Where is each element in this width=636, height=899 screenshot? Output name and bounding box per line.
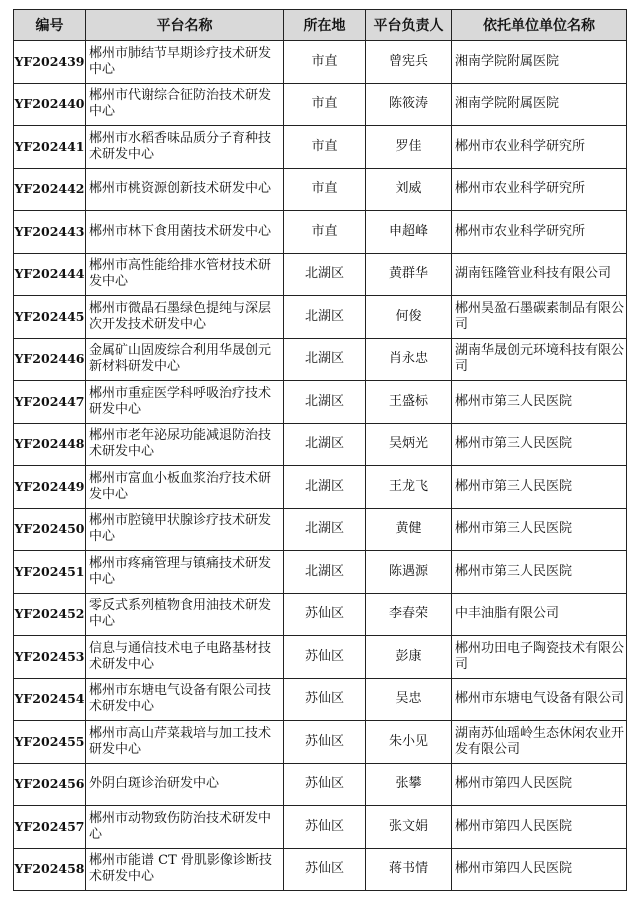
row-platform-name: 郴州市富血小板血浆治疗技术研发中心: [86, 466, 284, 509]
row-platform-name: 郴州市代谢综合征防治技术研发中心: [86, 83, 284, 126]
row-platform-head: 罗佳: [366, 126, 452, 169]
row-location: 市直: [284, 83, 366, 126]
row-code: YF202458: [14, 848, 86, 891]
table-row: [14, 806, 627, 849]
table-row: [14, 41, 627, 84]
row-code: YF202451: [14, 551, 86, 594]
row-host-unit: 郴州市第四人民医院: [452, 763, 627, 806]
platform-table: [13, 9, 627, 891]
row-host-unit: 郴州市第三人民医院: [452, 466, 627, 509]
row-platform-head: 吴忠: [366, 678, 452, 721]
row-platform-name: 外阴白斑诊治研发中心: [86, 763, 284, 806]
row-platform-head: 曾宪兵: [366, 41, 452, 84]
row-platform-name: 零反式系列植物食用油技术研发中心: [86, 593, 284, 636]
header-row: [14, 10, 627, 41]
row-location: 北湖区: [284, 296, 366, 339]
row-platform-head: 申超峰: [366, 211, 452, 254]
row-platform-name: 郴州市腔镜甲状腺诊疗技术研发中心: [86, 508, 284, 551]
row-code: YF202453: [14, 636, 86, 679]
row-location: 北湖区: [284, 551, 366, 594]
row-location: 苏仙区: [284, 763, 366, 806]
row-host-unit: 湘南学院附属医院: [452, 83, 627, 126]
row-location: 北湖区: [284, 466, 366, 509]
row-location: 苏仙区: [284, 678, 366, 721]
row-host-unit: 郴州市农业科学研究所: [452, 126, 627, 169]
row-host-unit: 郴州市第三人民医院: [452, 423, 627, 466]
row-code: YF202442: [14, 168, 86, 211]
row-platform-name: 郴州市桃资源创新技术研发中心: [86, 168, 284, 211]
row-code: YF202456: [14, 763, 86, 806]
table-row: [14, 296, 627, 339]
table-row: [14, 381, 627, 424]
row-platform-head: 王盛标: [366, 381, 452, 424]
row-host-unit: 郴州市农业科学研究所: [452, 211, 627, 254]
row-host-unit: 湖南苏仙瑶岭生态休闲农业开发有限公司: [452, 721, 627, 764]
table-row: [14, 508, 627, 551]
row-platform-name: 郴州市老年泌尿功能减退防治技术研发中心: [86, 423, 284, 466]
row-platform-name: 郴州市肺结节早期诊疗技术研发中心: [86, 41, 284, 84]
row-location: 市直: [284, 41, 366, 84]
row-code: YF202457: [14, 806, 86, 849]
row-host-unit: 湘南学院附属医院: [452, 41, 627, 84]
table-row: [14, 168, 627, 211]
table-row: [14, 466, 627, 509]
row-platform-head: 刘威: [366, 168, 452, 211]
row-code: YF202443: [14, 211, 86, 254]
row-platform-head: 陈遇源: [366, 551, 452, 594]
row-host-unit: 郴州市第三人民医院: [452, 551, 627, 594]
row-platform-name: 郴州市东塘电气设备有限公司技术研发中心: [86, 678, 284, 721]
row-platform-head: 李春荣: [366, 593, 452, 636]
row-location: 苏仙区: [284, 848, 366, 891]
row-host-unit: 郴州功田电子陶瓷技术有限公司: [452, 636, 627, 679]
row-location: 北湖区: [284, 508, 366, 551]
row-location: 北湖区: [284, 381, 366, 424]
table-row: [14, 678, 627, 721]
row-location: 苏仙区: [284, 593, 366, 636]
row-location: 苏仙区: [284, 721, 366, 764]
row-platform-name: 金属矿山固废综合利用华晟创元新材料研发中心: [86, 338, 284, 381]
row-host-unit: 湖南钰隆管业科技有限公司: [452, 253, 627, 296]
row-location: 苏仙区: [284, 806, 366, 849]
row-code: YF202449: [14, 466, 86, 509]
row-host-unit: 郴州昊盈石墨碳素制品有限公司: [452, 296, 627, 339]
row-code: YF202444: [14, 253, 86, 296]
row-platform-head: 黄健: [366, 508, 452, 551]
table-row: [14, 338, 627, 381]
table-row: [14, 551, 627, 594]
row-platform-head: 黄群华: [366, 253, 452, 296]
row-platform-name: 郴州市水稻香味品质分子育种技术研发中心: [86, 126, 284, 169]
row-code: YF202440: [14, 83, 86, 126]
row-platform-head: 肖永忠: [366, 338, 452, 381]
table-row: [14, 636, 627, 679]
row-host-unit: 中丰油脂有限公司: [452, 593, 627, 636]
row-platform-name: 郴州市林下食用菌技术研发中心: [86, 211, 284, 254]
table-row: [14, 593, 627, 636]
table-row: [14, 211, 627, 254]
row-platform-head: 王龙飞: [366, 466, 452, 509]
row-code: YF202441: [14, 126, 86, 169]
table-row: [14, 253, 627, 296]
row-location: 市直: [284, 168, 366, 211]
table-row: [14, 423, 627, 466]
row-code: YF202452: [14, 593, 86, 636]
header-code: 编号: [14, 10, 86, 41]
row-host-unit: 郴州市第三人民医院: [452, 508, 627, 551]
row-platform-head: 蒋书情: [366, 848, 452, 891]
row-code: YF202445: [14, 296, 86, 339]
row-code: YF202447: [14, 381, 86, 424]
row-code: YF202454: [14, 678, 86, 721]
row-host-unit: 湖南华晟创元环境科技有限公司: [452, 338, 627, 381]
header-platform-head: 平台负责人: [366, 10, 452, 41]
row-host-unit: 郴州市东塘电气设备有限公司: [452, 678, 627, 721]
row-code: YF202455: [14, 721, 86, 764]
row-platform-head: 张攀: [366, 763, 452, 806]
row-code: YF202439: [14, 41, 86, 84]
row-platform-name: 郴州市能谱 CT 骨肌影像诊断技术研发中心: [86, 848, 284, 891]
table-row: [14, 848, 627, 891]
table-row: [14, 126, 627, 169]
row-code: YF202448: [14, 423, 86, 466]
row-host-unit: 郴州市第四人民医院: [452, 848, 627, 891]
row-platform-head: 彭康: [366, 636, 452, 679]
row-platform-name: 郴州市微晶石墨绿色提纯与深层次开发技术研发中心: [86, 296, 284, 339]
header-platform-name: 平台名称: [86, 10, 284, 41]
row-platform-name: 郴州市高性能给排水管材技术研发中心: [86, 253, 284, 296]
row-location: 市直: [284, 126, 366, 169]
row-location: 市直: [284, 211, 366, 254]
row-platform-name: 信息与通信技术电子电路基材技术研发中心: [86, 636, 284, 679]
row-host-unit: 郴州市第三人民医院: [452, 381, 627, 424]
row-platform-name: 郴州市高山芹菜栽培与加工技术研发中心: [86, 721, 284, 764]
table-row: [14, 83, 627, 126]
row-location: 苏仙区: [284, 636, 366, 679]
row-code: YF202446: [14, 338, 86, 381]
header-host-unit: 依托单位单位名称: [452, 10, 627, 41]
row-host-unit: 郴州市农业科学研究所: [452, 168, 627, 211]
row-platform-name: 郴州市动物致伤防治技术研发中心: [86, 806, 284, 849]
table-row: [14, 763, 627, 806]
row-code: YF202450: [14, 508, 86, 551]
row-platform-name: 郴州市疼痛管理与镇痛技术研发中心: [86, 551, 284, 594]
row-platform-head: 吴炳光: [366, 423, 452, 466]
row-platform-head: 朱小见: [366, 721, 452, 764]
row-platform-head: 何俊: [366, 296, 452, 339]
row-platform-head: 陈筱涛: [366, 83, 452, 126]
row-platform-head: 张文娟: [366, 806, 452, 849]
row-location: 北湖区: [284, 423, 366, 466]
row-host-unit: 郴州市第四人民医院: [452, 806, 627, 849]
row-location: 北湖区: [284, 253, 366, 296]
row-location: 北湖区: [284, 338, 366, 381]
header-location: 所在地: [284, 10, 366, 41]
table-row: [14, 721, 627, 764]
row-platform-name: 郴州市重症医学科呼吸治疗技术研发中心: [86, 381, 284, 424]
